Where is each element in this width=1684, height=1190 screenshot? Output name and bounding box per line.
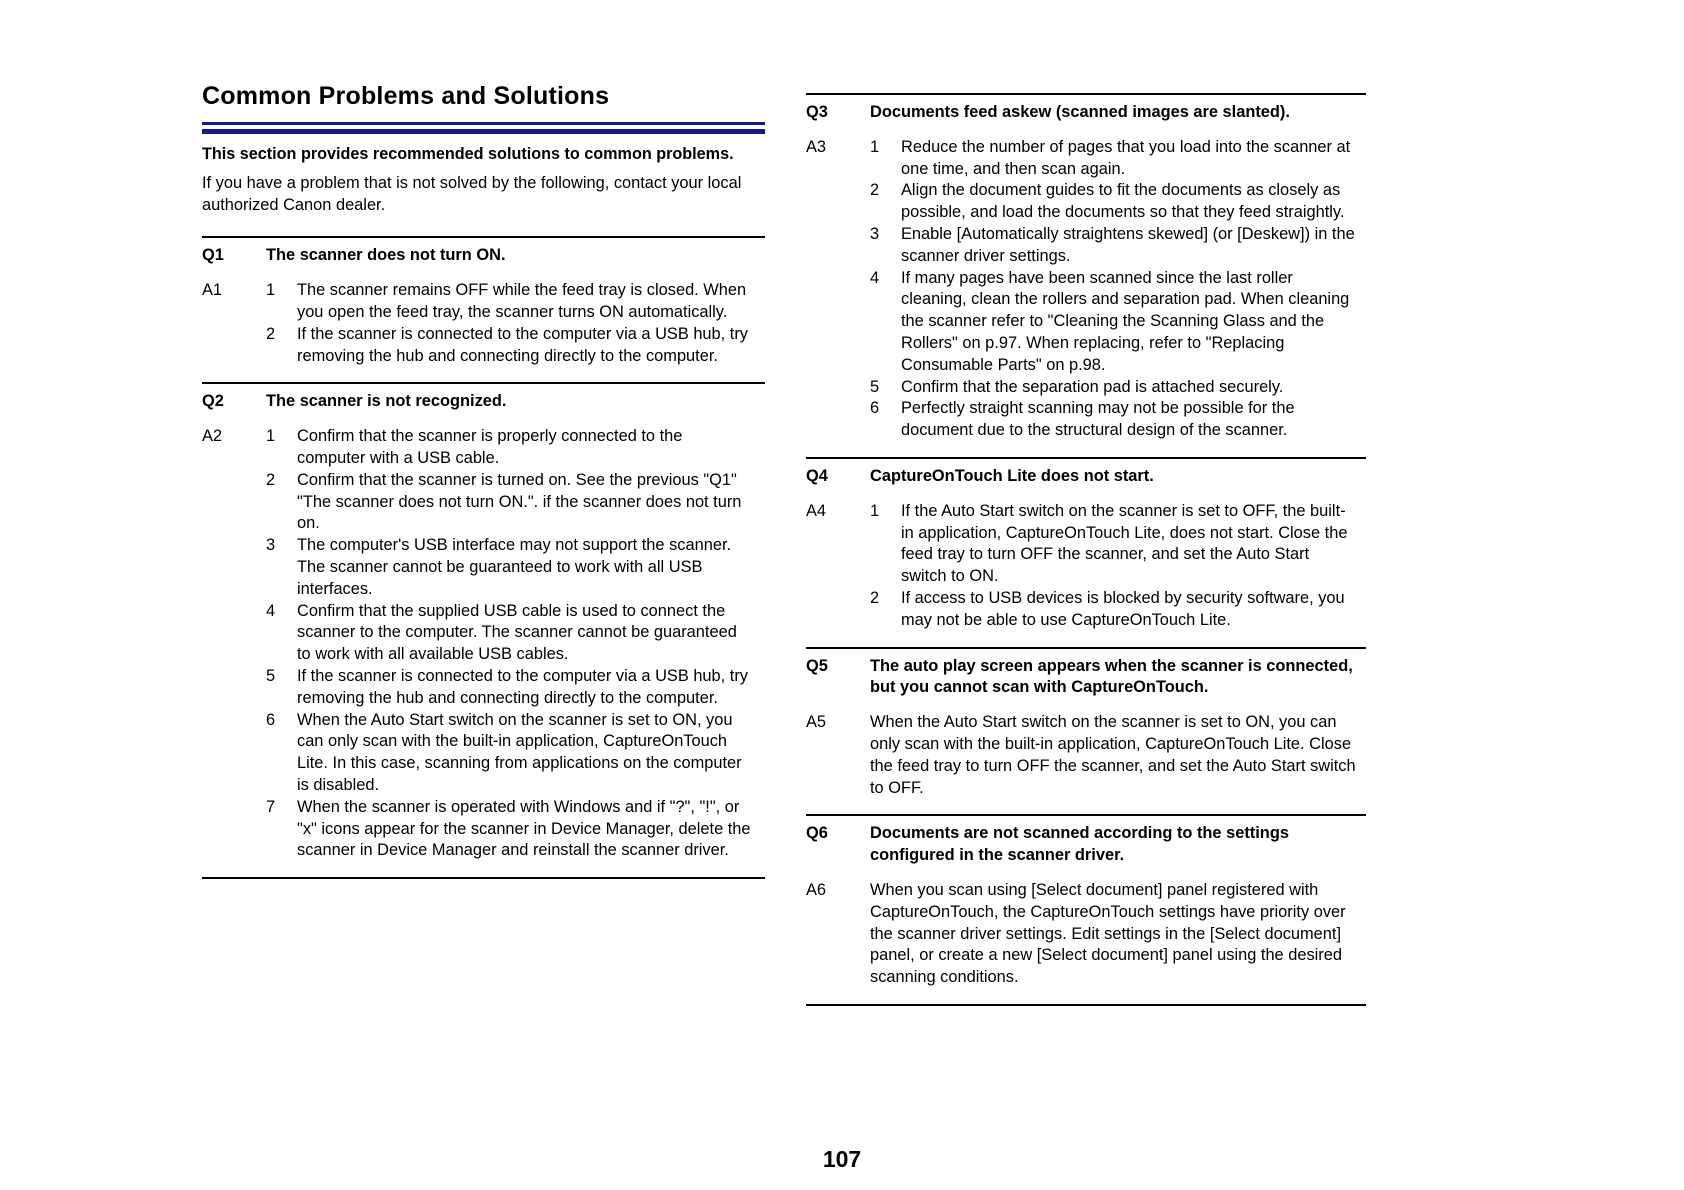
answer-item-number: 1	[870, 501, 880, 520]
question-id-label: Q4	[806, 466, 828, 485]
answer-body	[870, 880, 1366, 989]
qa-section-q4	[806, 457, 1366, 647]
qa-sections-left	[202, 236, 765, 879]
answer-item-text: Confirm that the scanner is turned on. See the previous "Q1" "The scanner does not turn ON.". if the scanner does not turn on.	[297, 470, 742, 533]
question-row	[202, 391, 765, 413]
section-summary-text: This section provides recommended solutions to common problems.	[202, 145, 734, 163]
answer-row	[806, 137, 1366, 442]
answer-id-label: A1	[202, 281, 223, 300]
question-id-label: Q6	[806, 824, 828, 843]
question-row	[806, 466, 1366, 488]
page-title: Common Problems and Solutions	[202, 82, 610, 110]
qa-section-q3	[806, 93, 1366, 457]
answer-item-text: When the scanner is operated with Windows and if "?", "!", or "x" icons appear for the scanner in Device Manager, delete the scanner in Device Manager and reinstall the scanner driver.	[297, 797, 751, 860]
answer-item-number: 2	[266, 324, 276, 343]
answer-item-number: 5	[870, 377, 880, 396]
question-id-label: Q5	[806, 656, 828, 675]
answer-item-text: Confirm that the supplied USB cable is used to connect the scanner to the computer. The scanner cannot be guaranteed to work with all available USB cables.	[297, 601, 737, 664]
answer-item-text: If access to USB devices is blocked by security software, you may not be able to use CaptureOnTouch Lite.	[901, 588, 1345, 629]
question-text: Documents feed askew (scanned images are slanted).	[870, 103, 1290, 121]
question-row	[202, 245, 765, 267]
question-text: CaptureOnTouch Lite does not start.	[870, 466, 1154, 485]
qa-section-q6	[806, 814, 1366, 1006]
question-row	[806, 102, 1366, 124]
answer-item-number: 6	[266, 710, 276, 729]
answer-row	[202, 280, 765, 367]
answer-item	[266, 535, 765, 600]
answer-item-number: 5	[266, 666, 276, 685]
question-text: Documents are not scanned according to the settings configured in the scanner driver.	[870, 824, 1289, 865]
answer-item-number: 1	[870, 137, 880, 156]
question-text: The auto play screen appears when the scanner is connected, but you cannot scan with CaptureOnTouch.	[870, 656, 1353, 697]
qa-section-q5	[806, 647, 1366, 815]
answer-item-number: 7	[266, 797, 276, 816]
answer-item	[266, 601, 765, 666]
answer-item-text: When the Auto Start switch on the scanner is set to ON, you can only scan with the built-in application, CaptureOnTouch Lite. In this case, scanning from applications on the computer is disabled.	[297, 710, 742, 794]
left-column	[202, 82, 765, 879]
answer-item-number: 4	[266, 601, 276, 620]
answer-item-number: 1	[266, 281, 276, 300]
answer-paragraph: When the Auto Start switch on the scanner is set to ON, you can only scan with the built-in application, CaptureOnTouch Lite. Close the feed tray to turn OFF the scanner, and set the Auto Start switch to OFF.	[870, 713, 1356, 797]
answer-item-number: 4	[870, 268, 880, 287]
intro-paragraph: If you have a problem that is not solved by the following, contact your local authorized Canon dealer.	[202, 173, 742, 214]
answer-item	[266, 666, 765, 710]
question-text: The scanner does not turn ON.	[266, 246, 506, 265]
answer-paragraph: When you scan using [Select document] panel registered with CaptureOnTouch, the CaptureOnTouch settings have priority over the scanner driver settings. Edit settings in the [Select document] panel, or create a new [Select document] panel using the desired scanning conditions.	[870, 880, 1346, 987]
qa-sections-right	[806, 93, 1366, 1006]
qa-section-q2	[202, 382, 765, 879]
answer-item	[266, 426, 765, 470]
answer-item-text: If many pages have been scanned since the last roller cleaning, clean the rollers and separation pad. When cleaning the scanner refer to "Cleaning the Scanning Glass and the Rollers" on p.97. When replacing, refer to "Replacing Consumable Parts" on p.98.	[901, 268, 1350, 374]
answer-body	[266, 280, 765, 367]
question-id-label: Q1	[202, 246, 224, 265]
qa-section-q1	[202, 236, 765, 382]
answer-row	[806, 880, 1366, 989]
answer-item-number: 3	[870, 224, 880, 243]
answer-id-label: A3	[806, 137, 827, 156]
answer-body	[870, 137, 1366, 442]
answer-item-text: Confirm that the separation pad is attached securely.	[901, 377, 1284, 396]
answer-item	[870, 501, 1366, 588]
question-text: The scanner is not recognized.	[266, 392, 507, 411]
answer-item	[266, 470, 765, 535]
answer-item-number: 2	[870, 181, 880, 200]
answer-item-text: Align the document guides to fit the documents as closely as possible, and load the documents so that they feed straightly.	[901, 181, 1345, 222]
question-id-label: Q3	[806, 103, 828, 121]
answer-item-number: 1	[266, 427, 276, 446]
answer-id-label: A2	[202, 427, 223, 446]
page-number: 107	[822, 1146, 862, 1172]
answer-item	[266, 280, 765, 324]
answer-item	[870, 137, 1366, 181]
answer-item	[266, 324, 765, 368]
right-column	[806, 93, 1366, 1006]
question-row	[806, 823, 1366, 867]
answer-item-number: 3	[266, 536, 276, 555]
answer-row	[806, 501, 1366, 632]
answer-item-text: Confirm that the scanner is properly connected to the computer with a USB cable.	[297, 427, 683, 467]
answer-body	[870, 501, 1366, 632]
answer-id-label: A4	[806, 501, 827, 520]
title-underline-rule	[202, 122, 765, 134]
answer-body	[266, 426, 765, 862]
question-id-label: Q2	[202, 392, 224, 411]
answer-item	[266, 710, 765, 797]
answer-item	[870, 268, 1366, 377]
answer-item-text: If the scanner is connected to the computer via a USB hub, try removing the hub and connecting directly to the computer.	[297, 666, 748, 707]
answer-item	[870, 224, 1366, 268]
answer-row	[806, 712, 1366, 799]
answer-row	[202, 426, 765, 862]
answer-item-number: 2	[870, 588, 880, 607]
answer-item	[870, 398, 1366, 442]
answer-item-text: The computer's USB interface may not support the scanner. The scanner cannot be guaranteed to work with all USB interfaces.	[297, 536, 732, 598]
answer-item	[266, 797, 765, 862]
answer-item-text: If the scanner is connected to the computer via a USB hub, try removing the hub and connecting directly to the computer.	[297, 324, 748, 365]
answer-item-text: If the Auto Start switch on the scanner is set to OFF, the built-in application, CaptureOnTouch Lite, does not start. Close the feed tray to turn OFF the scanner, and set the Auto Start switch to ON.	[901, 501, 1348, 586]
answer-item-number: 6	[870, 399, 880, 418]
answer-item	[870, 588, 1366, 632]
answer-item-text: The scanner remains OFF while the feed tray is closed. When you open the feed tray, the scanner turns ON automatically.	[297, 281, 747, 321]
answer-item-text: Enable [Automatically straightens skewed] (or [Deskew]) in the scanner driver settings.	[901, 224, 1355, 265]
answer-item-text: Perfectly straight scanning may not be possible for the document due to the structural design of the scanner.	[901, 399, 1295, 440]
question-row	[806, 656, 1366, 700]
answer-item	[870, 377, 1366, 399]
answer-item	[870, 180, 1366, 224]
answer-body	[870, 712, 1366, 799]
answer-id-label: A6	[806, 880, 827, 899]
answer-item-number: 2	[266, 470, 276, 489]
answer-item-text: Reduce the number of pages that you load into the scanner at one time, and then scan again.	[901, 137, 1351, 178]
answer-id-label: A5	[806, 713, 827, 732]
